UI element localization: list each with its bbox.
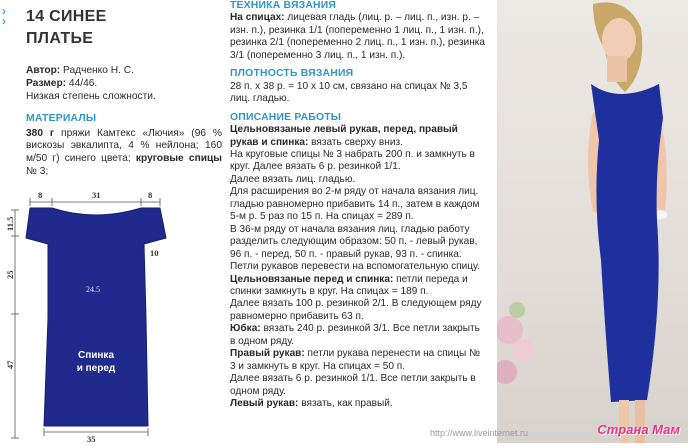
density-text: 28 п. х 38 р. = 10 х 10 см, связано на спицах № 3,5 лиц. гладью. <box>230 80 468 105</box>
dim-top-left: 8 <box>38 190 43 200</box>
work-p10: Далее вязать 6 р. резинкой 1/1. Все петли закрыть в одном ряду. <box>230 373 476 397</box>
work-p5: В 36-м ряду от начала вязания лиц. гладью работу разделить следующим образом: 50 п. - левый рукав, 96 п. - перед, 50 п. - правый рукав, 93 п. - спинка. Петли рукавов перевести на вспомогательную спицу. <box>230 223 480 273</box>
dress-schema <box>0 186 222 443</box>
dim-top-right: 8 <box>148 190 153 200</box>
schema-label-line2: и перед <box>76 363 116 374</box>
work-p6 <box>230 274 488 299</box>
pattern-meta <box>26 64 222 103</box>
work-p8-text: вязать 240 р. резинкой 3/1. Все петли закрыть в одном ряду. <box>230 323 480 347</box>
yarn-amount: 380 г <box>26 127 55 139</box>
technique-body: лицевая гладь (лиц. р. – лиц. п., изн. р. – изн. п.), резинка 1/1 (попеременно 1 лиц. п., 1 изн. п.), резинка 2/1 (попеременно 2 лиц. п., 1 изн. п.), резинка 3/1 (попеременно 3 лиц. п., 1 изн. п.). <box>230 12 486 61</box>
work-p9-text: петли рукава перенести на спицы № 3 и замкнуть в круг. На спицах = 50 п. <box>230 348 480 372</box>
materials-section <box>26 113 222 179</box>
yarn-text: пряжи Камтекс «Лючия» (96 % вискозы эвкалипта, 4 % нейлона; 160 м/50 г) синего цвета; <box>26 127 222 165</box>
size-label: Размер: <box>26 78 67 89</box>
needles-label: круговые спицы <box>135 153 222 165</box>
work-p3: Далее вязать лиц. гладью. <box>230 173 356 185</box>
dim-width: 24.5 <box>86 285 100 294</box>
density-heading: ПЛОТНОСТЬ ВЯЗАНИЯ <box>230 68 354 80</box>
work-p8-label: Юбка: <box>230 323 261 335</box>
work-p9-label: Правый рукав: <box>230 348 305 360</box>
work-p6-text: петли переда и спинки замкнуть в круг. На спицах = 189 п. <box>230 273 468 297</box>
dim-lower: 47 <box>5 360 15 369</box>
instructions-column <box>230 0 488 443</box>
left-column <box>0 0 222 443</box>
model-photo <box>497 0 688 443</box>
technique-label: На спицах: <box>230 12 285 24</box>
pattern-name-title: ПЛАТЬЕ <box>26 30 94 47</box>
brand-logo: Страна Мам <box>597 422 680 437</box>
work-p8 <box>230 323 488 348</box>
work-p4: Для расширения во 2-м ряду от начала вязания лиц. гладью равномерно прибавить 14 п., затем в каждом 5-м р. 5 раз по 15 п. На спицах = 289 п. <box>230 186 480 223</box>
dim-top-mid: 31 <box>92 190 101 200</box>
work-p7: Далее вязать 100 р. резинкой 2/1. В следующем ряду равномерно прибавить 63 п. <box>230 298 482 322</box>
pattern-number-title: 14 СИНЕЕ <box>26 8 107 25</box>
chevron-icon: › › <box>2 4 6 28</box>
dim-shoulder: 11.5 <box>5 216 15 231</box>
work-p11 <box>230 398 488 410</box>
dim-sleeve: 10 <box>150 248 159 258</box>
technique-heading: ТЕХНИКА ВЯЗАНИЯ <box>230 0 337 11</box>
work-p9 <box>230 348 488 373</box>
size-value: 44/46. <box>66 78 98 89</box>
model-illustration <box>497 0 688 443</box>
work-p1-label: Цельновязаные левый рукав, перед, правый рукав и спинка: <box>230 124 458 148</box>
materials-heading: МАТЕРИАЛЫ <box>26 113 97 124</box>
work-p1-text: вязать сверху вниз. <box>308 136 403 148</box>
work-p1 <box>230 124 488 149</box>
author-value: Радченко Н. С. <box>60 65 134 76</box>
work-heading: ОПИСАНИЕ РАБОТЫ <box>230 111 342 123</box>
difficulty-text: Низкая степень сложности. <box>26 91 156 102</box>
watermark-url: http://www.liveinternet.ru <box>430 428 529 438</box>
work-p2: На круговые спицы № 3 набрать 200 п. и замкнуть в круг. Далее вязать 6 р. резинкой 1/1. <box>230 148 475 173</box>
work-p11-label: Левый рукав: <box>230 398 299 410</box>
technique-text <box>230 12 488 62</box>
needles-value: № 3; <box>26 165 49 177</box>
schema-drawing <box>0 186 222 443</box>
author-label: Автор: <box>26 65 61 76</box>
dim-upper: 25 <box>5 270 15 279</box>
dim-bottom: 35 <box>87 434 96 443</box>
schema-label-line1: Спинка <box>77 350 115 361</box>
work-p11-text: вязать, как правый. <box>298 398 393 410</box>
work-p6-label: Цельновязаные перед и спинка: <box>230 273 394 285</box>
